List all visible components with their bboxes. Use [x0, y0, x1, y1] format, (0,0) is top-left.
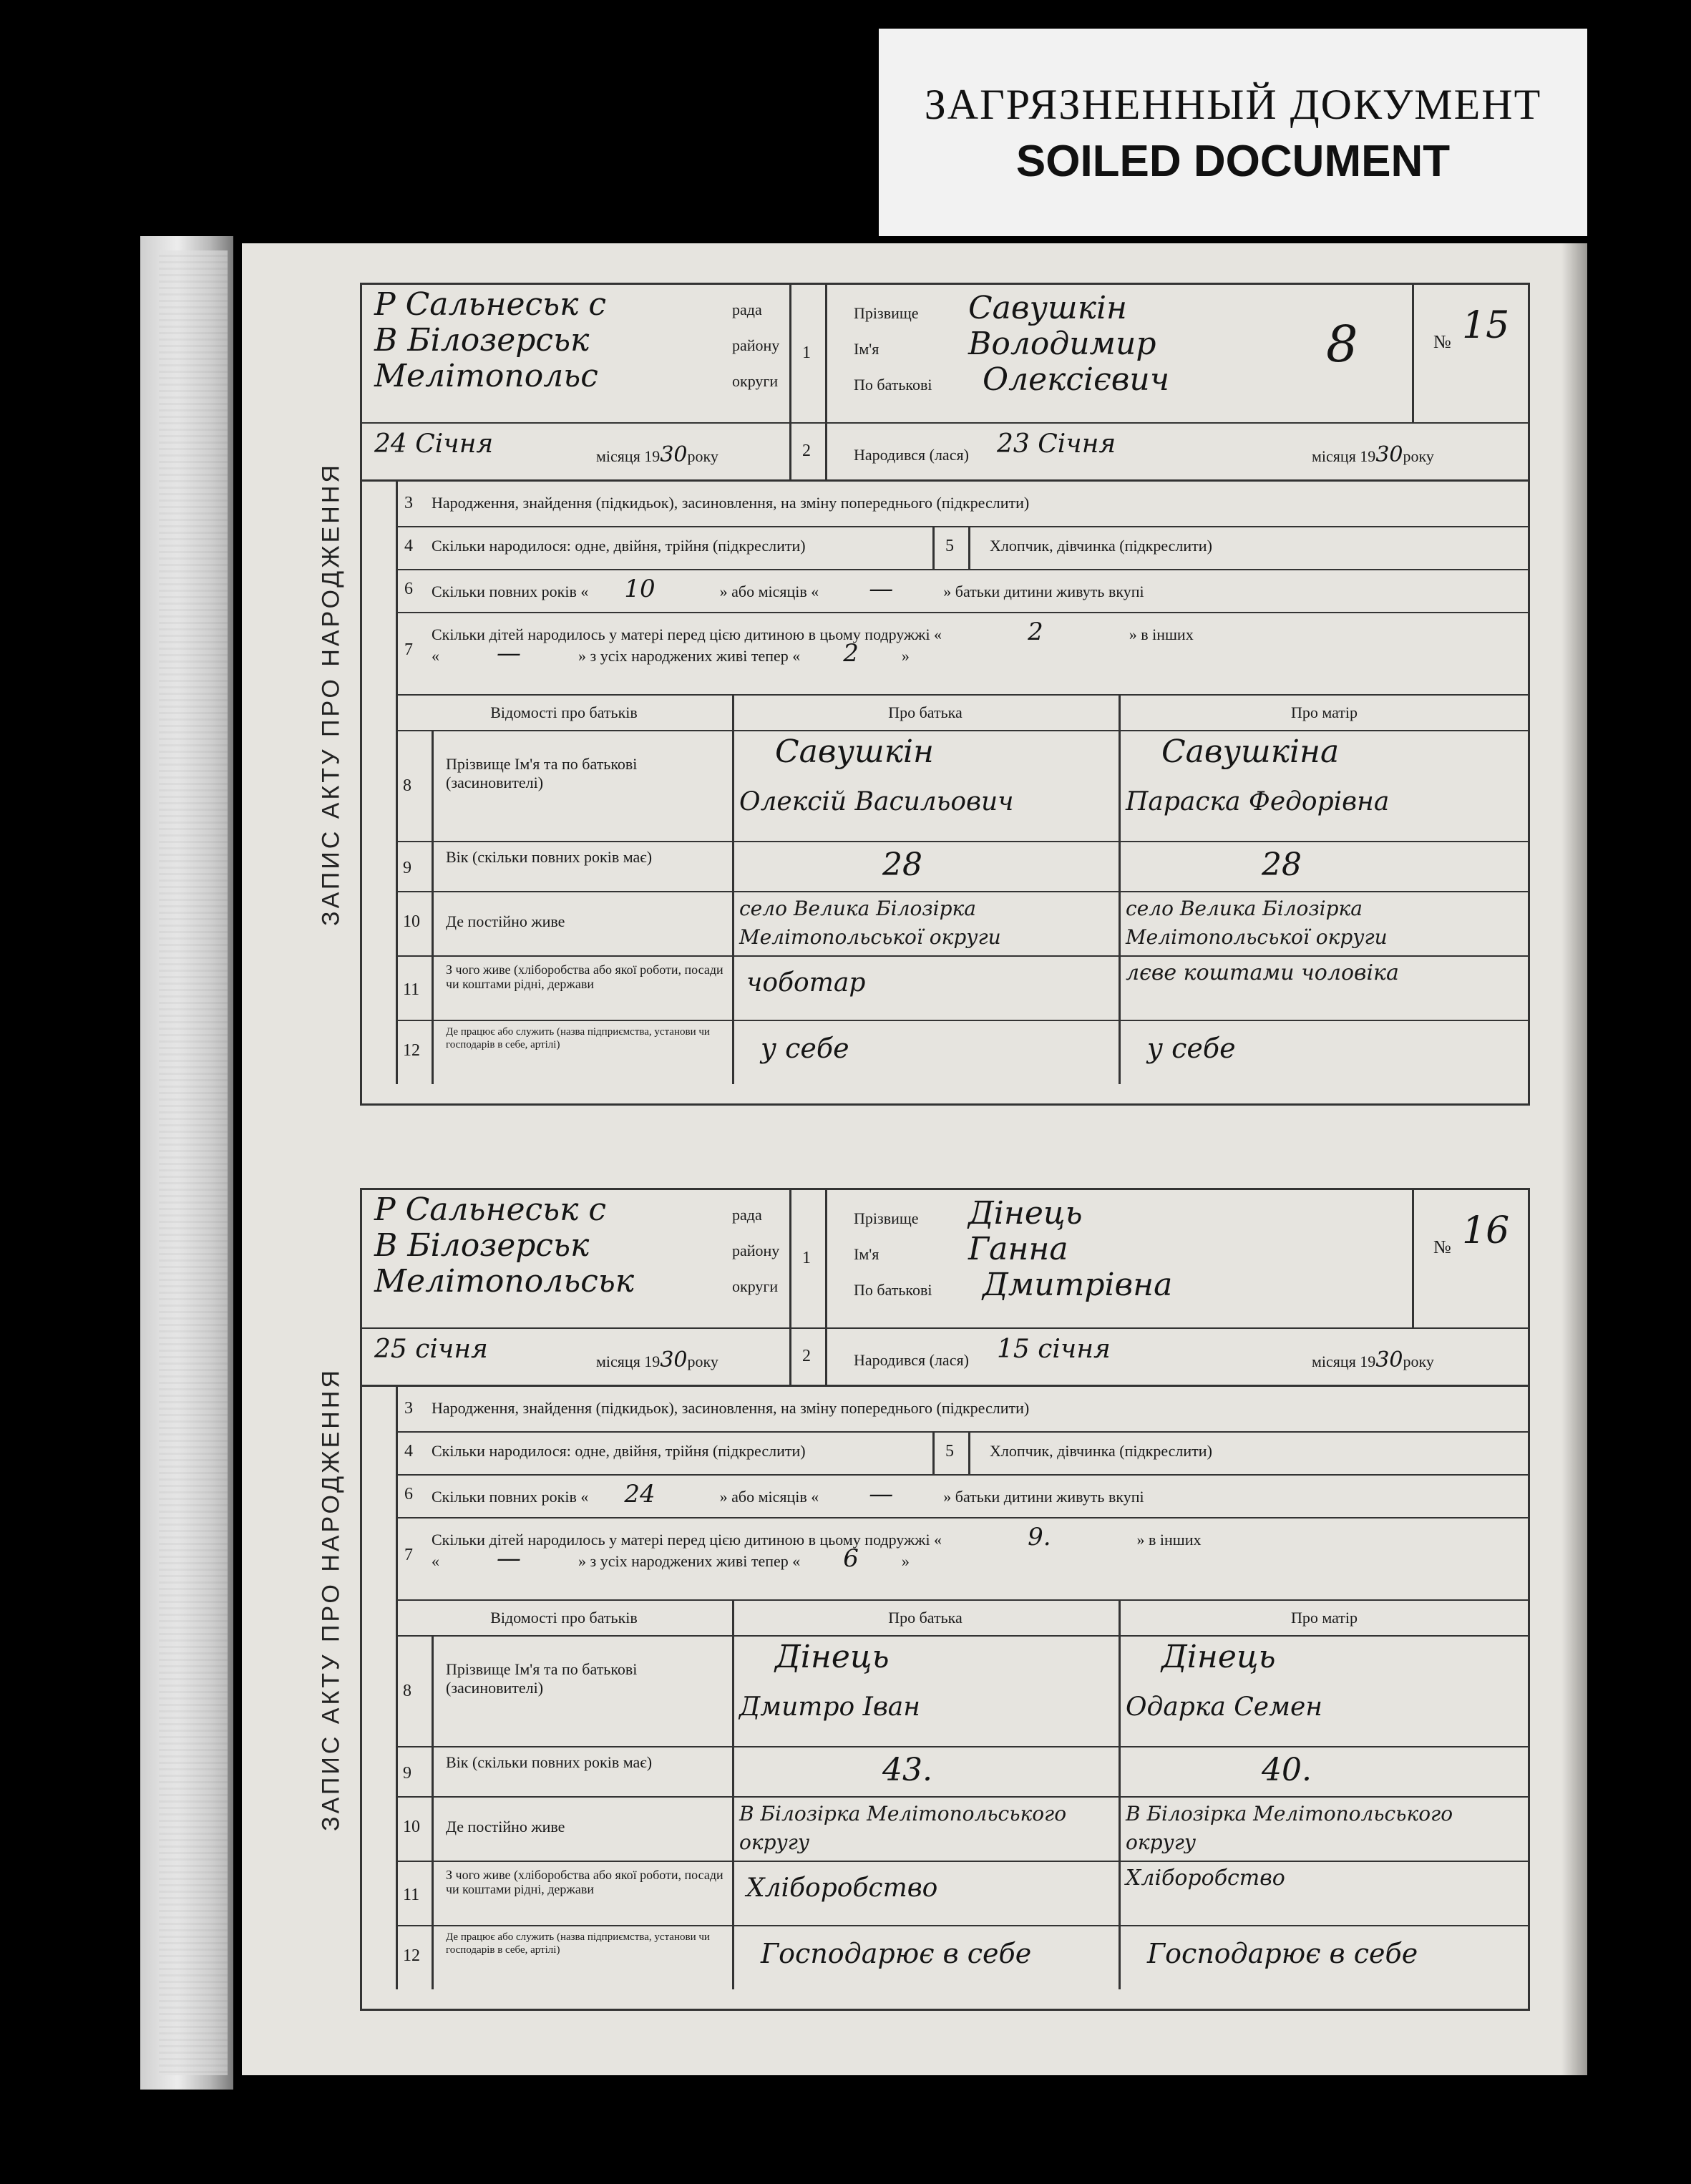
form-text: 6	[843, 1544, 859, 1573]
form-rule	[396, 1635, 1530, 1637]
father-age: 43.	[882, 1752, 932, 1788]
form-text: 30	[1375, 442, 1403, 467]
form-text: року	[687, 1352, 718, 1370]
form-text: Скільки дітей народилось у матері перед цією дитиною в цьому подружжі «	[432, 1531, 942, 1549]
row-number: 3	[404, 1399, 413, 1418]
row-number: 1	[802, 343, 811, 362]
row-number: 5	[945, 1442, 954, 1461]
row10-text: Де постійно живе	[446, 1818, 565, 1836]
form-text: »	[901, 647, 910, 665]
father-name: Олексій Васильович	[739, 787, 1014, 816]
registration-date: 24 Січня	[374, 429, 494, 459]
form-rule	[396, 569, 1530, 570]
form-rule	[396, 730, 1530, 731]
form-text: 2	[843, 639, 859, 668]
soiled-document-label	[879, 29, 1587, 236]
birth-month-year-label	[1312, 1347, 1434, 1373]
patronymic-label: По батькові	[854, 1281, 932, 1299]
form-text: року	[1403, 447, 1434, 465]
raion-label: району	[732, 1242, 780, 1259]
row8-text: Прізвище Ім'я та по батькові (засиновителі)	[446, 1660, 638, 1697]
row-number: 8	[403, 1682, 411, 1700]
parents-info-header: Відомості про батьків	[490, 1609, 638, 1627]
form-rule	[396, 612, 1530, 613]
father-occupation: чоботар	[746, 968, 866, 998]
row9-text: Вік (скільки повних років має)	[446, 1753, 653, 1771]
row8-text: Прізвище Ім'я та по батькові (засиновителі)	[446, 755, 638, 791]
father-residence: село Велика Білозірка Мелітопольської округи	[739, 897, 1001, 949]
mother-header: Про матір	[1290, 703, 1358, 721]
form-text: Скільки повних років «	[432, 1488, 589, 1506]
mother-header: Про матір	[1290, 1609, 1358, 1627]
birth-month-year-label	[1312, 442, 1434, 467]
mother-residence: В Білозірка Мелітопольського округу	[1126, 1802, 1453, 1854]
form-rule	[396, 1517, 1530, 1518]
row3-text: Народження, знайдення (підкидьок), засиновлення, на зміну попереднього (підкреслити)	[432, 1399, 1030, 1417]
form-rule	[825, 283, 827, 479]
parents-info-header: Відомості про батьків	[490, 703, 638, 721]
row11-text: З чого живе (хліборобства або якої роботи, посади чи коштами рідні, держави	[446, 962, 723, 991]
rada-label: рада	[732, 1206, 762, 1224]
row-number: 4	[404, 1442, 413, 1461]
form-rule	[1119, 1599, 1121, 1989]
child-name: Володимир	[968, 326, 1156, 362]
form-rule	[396, 1925, 1530, 1926]
row-number: 12	[403, 1946, 420, 1965]
form-rule	[396, 1020, 1530, 1021]
father-header: Про батька	[888, 703, 963, 721]
row4-text: Скільки народилося: одне, двійня, трійня (підкреслити)	[432, 1442, 806, 1460]
row-number: 11	[403, 1886, 420, 1904]
father-surname: Дінець	[775, 1639, 890, 1675]
surname-label: Прізвище	[854, 1209, 919, 1227]
form-text: «	[432, 1552, 439, 1570]
row-number: 3	[404, 494, 413, 512]
form-rule	[432, 1635, 434, 1989]
form-text: 10	[624, 575, 656, 603]
row-number: 2	[802, 1347, 811, 1365]
born-label: Народився (лася)	[854, 1351, 969, 1369]
form-rule	[360, 422, 1530, 424]
form-text: » в інших	[1129, 625, 1194, 643]
form-rule	[1119, 694, 1121, 1084]
margin-mark: 8	[1326, 315, 1358, 374]
child-name: Ганна	[968, 1231, 1068, 1267]
form-text: » батьки дитини живуть вкупі	[943, 582, 1144, 600]
label-english: SOILED DOCUMENT	[1015, 137, 1451, 186]
form-text: » в інших	[1136, 1531, 1202, 1549]
patronymic-label: По батькові	[854, 376, 932, 394]
raion-label: району	[732, 336, 780, 354]
form-rule	[396, 526, 1530, 527]
form-rule	[1412, 283, 1414, 422]
form-rule	[396, 1474, 1530, 1476]
place-village: Р Сальнеськ с	[374, 286, 606, 323]
number-sign: №	[1433, 331, 1451, 352]
register-page	[242, 243, 1587, 2075]
form-rule	[396, 955, 1530, 957]
row-number: 10	[403, 912, 420, 931]
form-text: 30	[660, 1347, 688, 1373]
mother-name: Одарка Семен	[1126, 1692, 1322, 1722]
form-text: » батьки дитини живуть вкупі	[943, 1488, 1144, 1506]
form-rule	[396, 694, 1530, 696]
father-workplace: Господарює в себе	[761, 1938, 1032, 1969]
form-text: місяця 19	[596, 447, 661, 465]
form-rule	[432, 730, 434, 1084]
father-residence: В Білозірка Мелітопольського округу	[739, 1802, 1067, 1854]
form-rule	[396, 1746, 1530, 1747]
row7-text	[432, 618, 1505, 668]
form-text: » з усіх народжених живі тепер «	[578, 647, 801, 665]
form-text: —	[497, 1544, 521, 1573]
row-number: 10	[403, 1818, 420, 1836]
place-okrug: Мелітопольс	[374, 358, 598, 394]
form-text: року	[1403, 1352, 1434, 1370]
form-text: місяця 19	[1312, 1352, 1376, 1370]
row6-text	[432, 575, 1144, 603]
mother-name: Параска Федорівна	[1126, 787, 1390, 816]
registration-date: 25 січня	[374, 1335, 488, 1364]
form-rule	[825, 1188, 827, 1385]
row3-text: Народження, знайдення (підкидьок), засиновлення, на зміну попереднього (підкреслити)	[432, 494, 1030, 512]
born-label: Народився (лася)	[854, 446, 969, 464]
form-rule	[396, 1385, 398, 1989]
form-text: 24	[624, 1480, 656, 1508]
form-rule	[1412, 1188, 1414, 1327]
mother-age: 28	[1262, 847, 1302, 883]
row11-text: З чого живе (хліборобства або якої роботи, посади чи коштами рідні, держави	[446, 1868, 723, 1896]
form-rule	[396, 1431, 1530, 1433]
row4-text: Скільки народилося: одне, двійня, трійня (підкреслити)	[432, 537, 806, 555]
place-district: В Білозерськ	[374, 1227, 590, 1264]
child-surname: Дінець	[968, 1195, 1083, 1232]
form-rule	[732, 694, 734, 1084]
child-patronymic: Олексієвич	[983, 361, 1170, 398]
reg-month-year-label	[596, 1347, 718, 1373]
form-text: 9.	[1028, 1523, 1051, 1551]
birth-date: 15 січня	[997, 1335, 1111, 1364]
mother-workplace: Господарює в себе	[1147, 1938, 1418, 1969]
form-rule	[968, 526, 970, 569]
form-rule	[396, 841, 1530, 842]
form-text: «	[432, 647, 439, 665]
mother-workplace: у себе	[1147, 1033, 1236, 1064]
row-number: 7	[404, 640, 413, 659]
binding-texture	[159, 250, 228, 2075]
side-title: ЗАПИС АКТУ ПРО НАРОДЖЕННЯ	[317, 462, 345, 926]
row12-text: Де працює або служить (назва підприємства, установи чи господарів в себе, артілі)	[446, 1931, 710, 1956]
row-number: 5	[945, 537, 954, 555]
form-rule	[932, 1431, 935, 1474]
row9-text: Вік (скільки повних років має)	[446, 848, 653, 866]
place-village: Р Сальнеськ с	[374, 1191, 606, 1228]
mother-occupation: лєве коштами чоловіка	[1126, 960, 1399, 985]
row-number: 6	[404, 1485, 413, 1503]
row5-text: Хлопчик, дівчинка (підкреслити)	[990, 1442, 1212, 1460]
row12-text: Де працює або служить (назва підприємства, установи чи господарів в себе, артілі)	[446, 1026, 710, 1050]
label-russian: ЗАГРЯЗНЕННЫЙ ДОКУМЕНТ	[924, 81, 1542, 128]
row-number: 4	[404, 537, 413, 555]
father-name: Дмитро Іван	[739, 1692, 920, 1722]
form-rule	[732, 1599, 734, 1989]
row-number: 11	[403, 980, 420, 999]
place-okrug: Мелітопольськ	[374, 1263, 635, 1300]
side-title: ЗАПИС АКТУ ПРО НАРОДЖЕННЯ	[317, 1368, 345, 1831]
number-sign: №	[1433, 1237, 1451, 1257]
birth-record-2	[317, 1188, 1530, 2011]
birth-date: 23 Січня	[997, 429, 1116, 459]
row-number: 6	[404, 580, 413, 598]
father-header: Про батька	[888, 1609, 963, 1627]
form-text: » з усіх народжених живі тепер «	[578, 1552, 801, 1570]
row-number: 1	[802, 1249, 811, 1267]
form-rule	[932, 526, 935, 569]
row-number: 9	[403, 1764, 411, 1783]
place-district: В Білозерськ	[374, 322, 590, 359]
form-rule	[396, 891, 1530, 892]
record-number: 15	[1462, 304, 1510, 347]
form-text: місяця 19	[1312, 447, 1376, 465]
row6-text	[432, 1480, 1144, 1508]
name-label: Ім'я	[854, 1245, 879, 1263]
mother-age: 40.	[1262, 1752, 1312, 1788]
form-rule	[396, 479, 398, 1084]
form-text: »	[901, 1552, 910, 1570]
okrug-label: округи	[732, 1277, 779, 1295]
row7-text	[432, 1523, 1505, 1573]
rada-label: рада	[732, 301, 762, 318]
form-rule	[396, 1796, 1530, 1798]
row-number: 7	[404, 1546, 413, 1564]
birth-record-1	[317, 283, 1530, 1106]
form-text: Скільки повних років «	[432, 582, 589, 600]
father-workplace: у себе	[761, 1033, 849, 1064]
form-text: 2	[1028, 618, 1043, 646]
form-rule	[396, 1599, 1530, 1601]
row-number: 12	[403, 1041, 420, 1060]
child-surname: Савушкін	[968, 290, 1128, 326]
record-number: 16	[1462, 1209, 1510, 1252]
surname-label: Прізвище	[854, 304, 919, 322]
form-text: місяця 19	[596, 1352, 661, 1370]
form-rule	[789, 283, 791, 479]
form-text: 30	[660, 442, 688, 467]
father-age: 28	[882, 847, 922, 883]
mother-residence: село Велика Білозірка Мелітопольської округи	[1126, 897, 1388, 949]
form-rule	[396, 1861, 1530, 1862]
row5-text: Хлопчик, дівчинка (підкреслити)	[990, 537, 1212, 555]
reg-month-year-label	[596, 442, 718, 467]
father-surname: Савушкін	[775, 733, 935, 770]
form-rule	[968, 1431, 970, 1474]
form-text: року	[687, 447, 718, 465]
form-text: 30	[1375, 1347, 1403, 1373]
form-rule	[789, 1188, 791, 1385]
form-rule	[360, 479, 1530, 482]
form-text: —	[869, 575, 894, 603]
row10-text: Де постійно живе	[446, 912, 565, 930]
row-number: 9	[403, 859, 411, 877]
row-number: 2	[802, 442, 811, 460]
mother-surname: Савушкіна	[1161, 733, 1340, 770]
form-text: —	[497, 639, 521, 668]
form-text: » або місяців «	[719, 1488, 819, 1506]
row-number: 8	[403, 776, 411, 795]
mother-surname: Дінець	[1161, 1639, 1276, 1675]
name-label: Ім'я	[854, 340, 879, 358]
okrug-label: округи	[732, 372, 779, 390]
form-text: » або місяців «	[719, 582, 819, 600]
form-rule	[360, 1385, 1530, 1387]
form-text: —	[869, 1480, 894, 1508]
mother-occupation: Хліборобство	[1126, 1866, 1285, 1891]
father-occupation: Хліборобство	[746, 1873, 938, 1903]
form-text: Скільки дітей народилось у матері перед цією дитиною в цьому подружжі «	[432, 625, 942, 643]
child-patronymic: Дмитрівна	[983, 1267, 1173, 1303]
form-rule	[360, 1327, 1530, 1329]
